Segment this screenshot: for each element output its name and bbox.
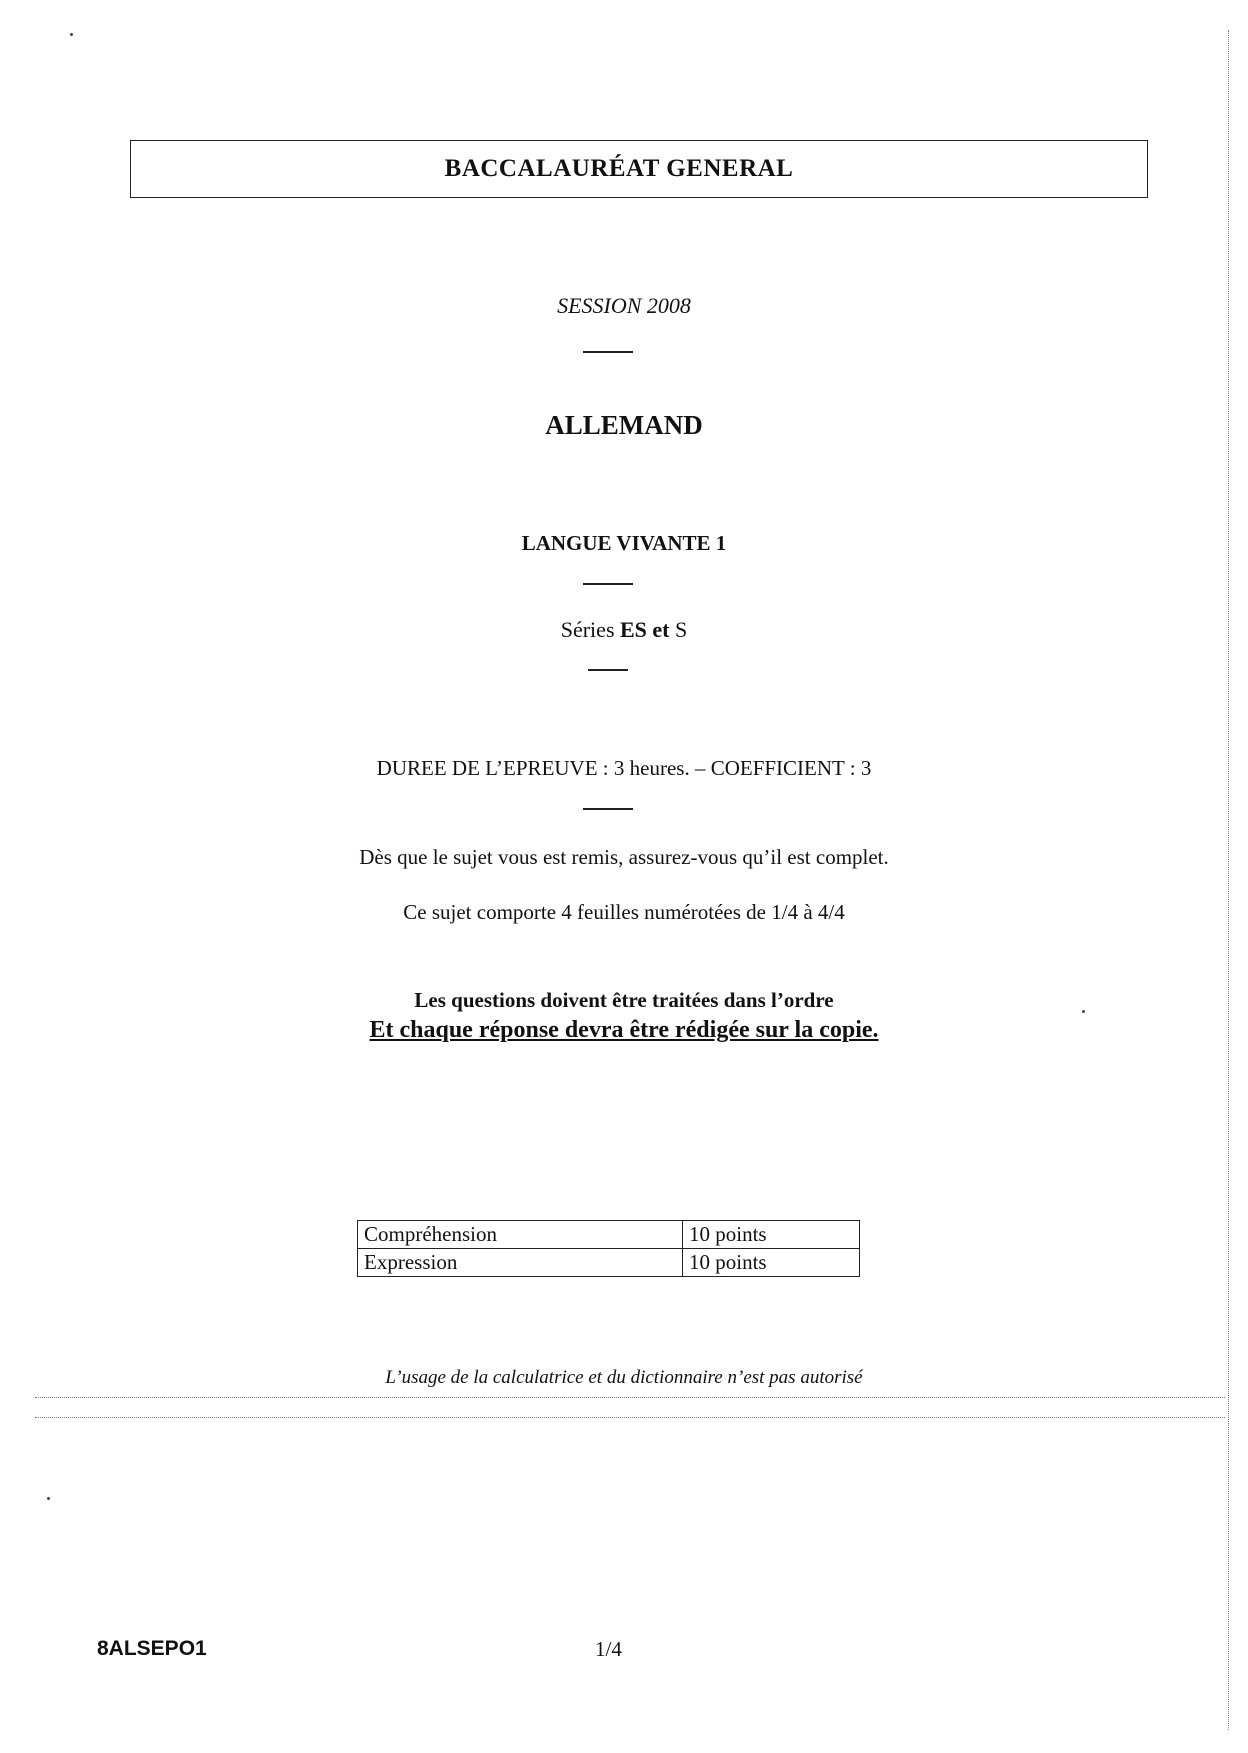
separator-dash: [588, 669, 628, 671]
table-cell-points: 10 points: [683, 1221, 860, 1249]
session-label: SESSION 2008: [557, 293, 691, 318]
completeness-notice: Dès que le sujet vous est remis, assurez-vous qu’il est complet.: [359, 845, 889, 869]
series-prefix: Séries: [560, 617, 620, 642]
table-cell-points: 10 points: [683, 1249, 860, 1277]
page-number: 1/4: [595, 1637, 622, 1661]
table-cell-part: Compréhension: [358, 1221, 683, 1249]
series-line: [0, 617, 1248, 643]
subject-title: ALLEMAND: [545, 410, 703, 440]
scan-edge-line: [1228, 30, 1229, 1730]
scan-speck: [70, 33, 73, 36]
calculator-note: L’usage de la calculatrice et du dictionnaire n’est pas autorisé: [385, 1367, 863, 1388]
exam-code: 8ALSEPO1: [97, 1637, 207, 1660]
separator-dash: [583, 808, 633, 810]
table-row: [358, 1221, 860, 1249]
separator-dash: [583, 583, 633, 585]
scan-speck: [47, 1497, 50, 1500]
table-cell-part: Expression: [358, 1249, 683, 1277]
series-s: S: [675, 617, 688, 642]
table-row: [358, 1249, 860, 1277]
document-title: BACCALAURÉAT GENERAL: [444, 155, 794, 182]
series-connector: et: [646, 617, 676, 642]
language-level: LANGUE VIVANTE 1: [521, 531, 727, 555]
points-table: [357, 1220, 860, 1277]
dotted-rule: [35, 1397, 1225, 1398]
dotted-rule: [35, 1417, 1225, 1418]
answer-instruction: Et chaque réponse devra être rédigée sur la copie.: [369, 1017, 879, 1043]
separator-dash: [583, 351, 633, 353]
page-count-notice: Ce sujet comporte 4 feuilles numérotées de 1/4 à 4/4: [403, 900, 845, 924]
title-box: [130, 140, 1148, 198]
exam-duration: DUREE DE L’EPREUVE : 3 heures. – COEFFICIENT : 3: [376, 756, 872, 780]
order-instruction: Les questions doivent être traitées dans l’ordre: [414, 988, 834, 1012]
series-es: ES: [620, 617, 647, 642]
